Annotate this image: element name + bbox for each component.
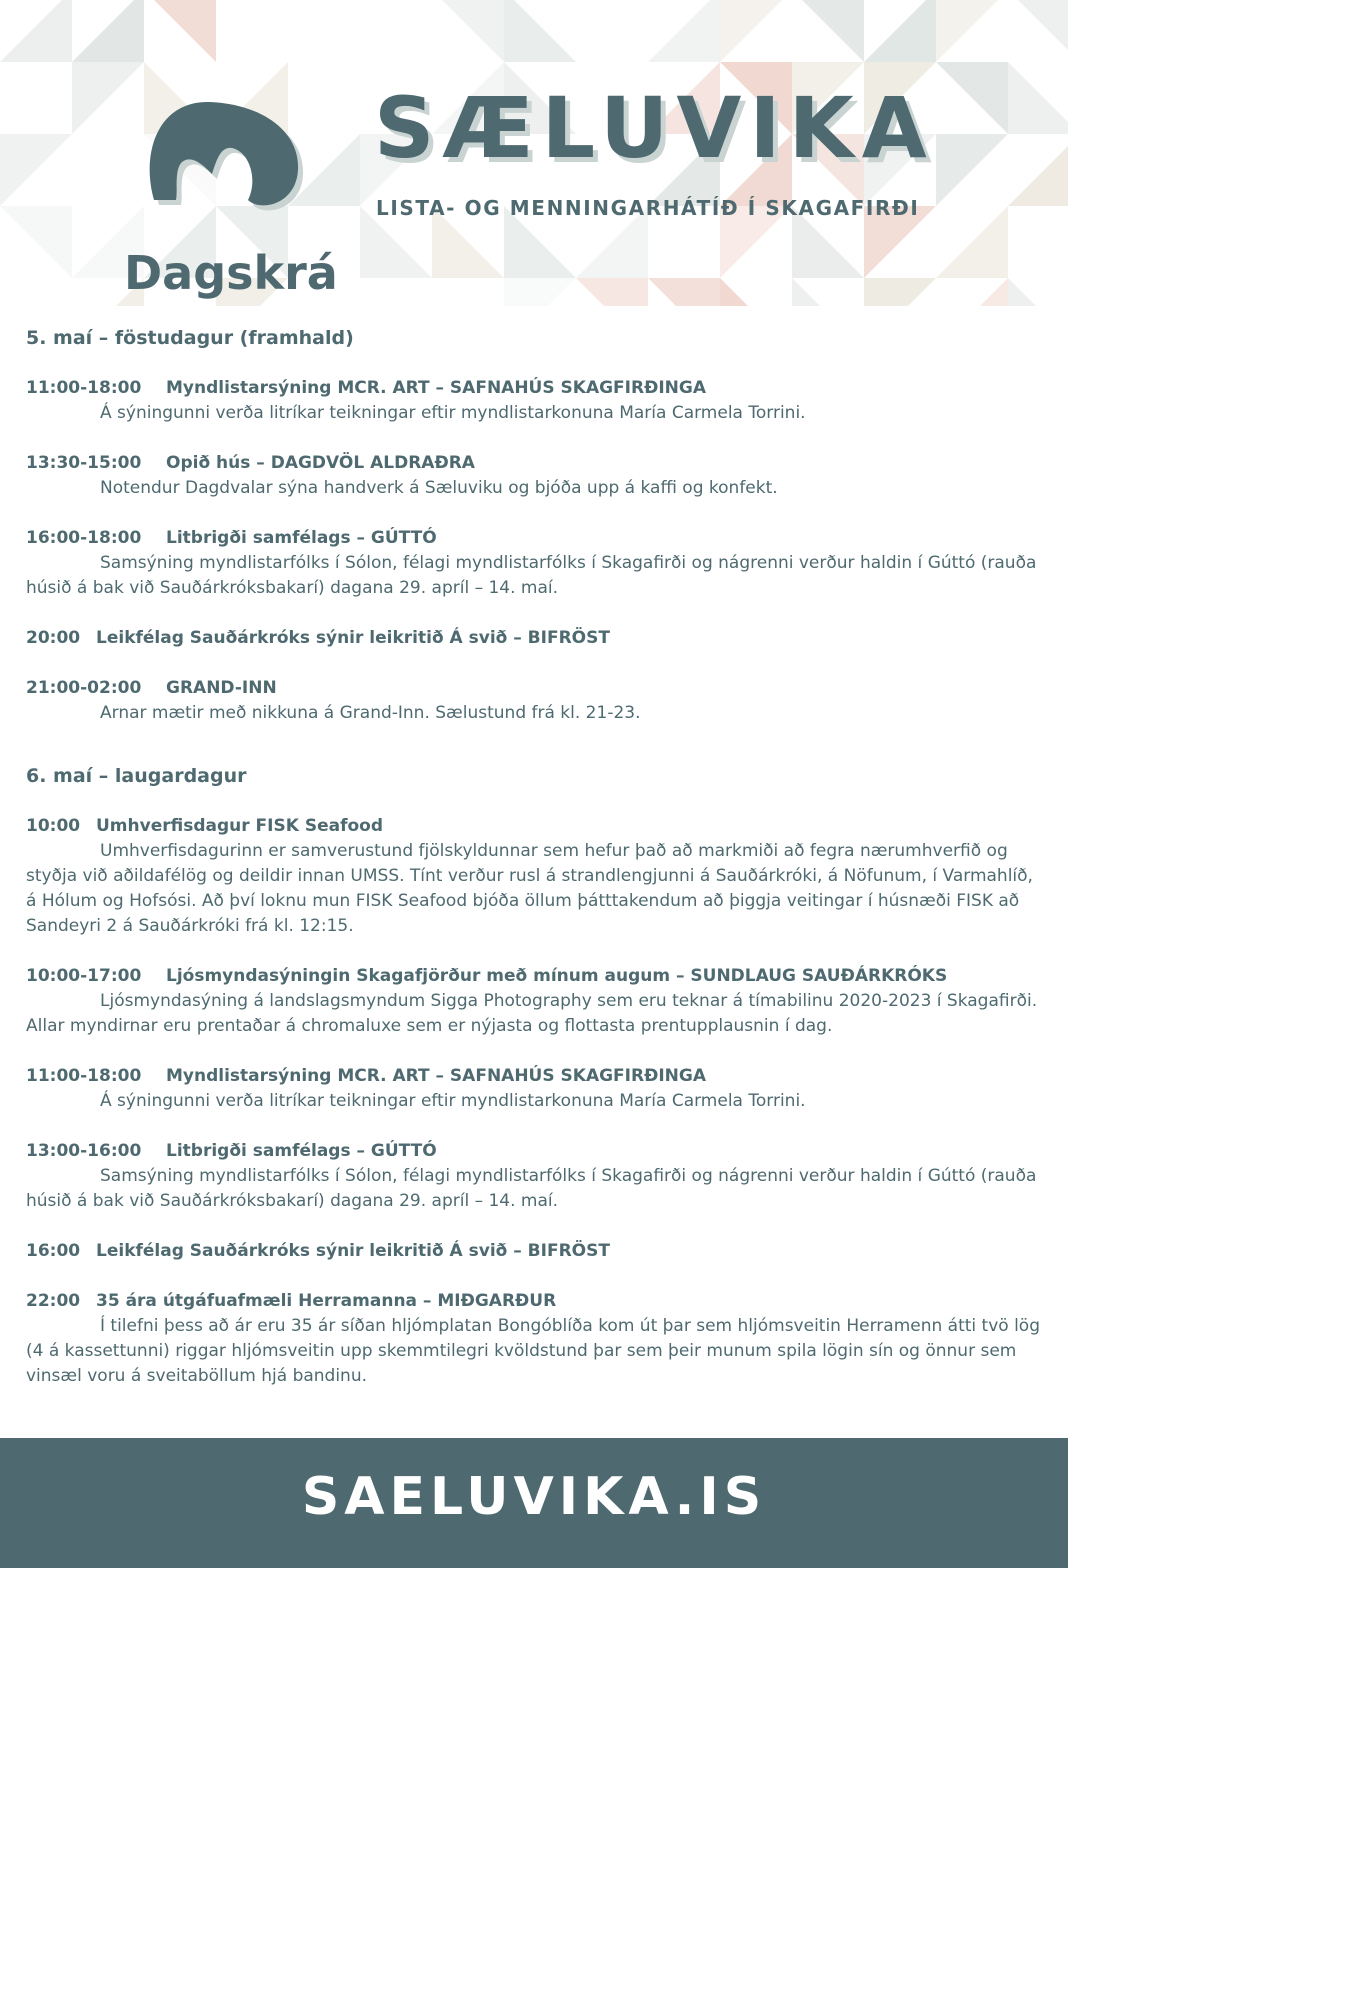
saeluvika-logo-icon bbox=[140, 90, 310, 220]
pattern-triangle bbox=[0, 0, 72, 62]
pattern-triangle bbox=[576, 278, 648, 306]
day-heading: 6. maí – laugardagur bbox=[26, 765, 247, 787]
event-item bbox=[26, 964, 1046, 1039]
event-time: 13:00-16:00 bbox=[26, 1141, 142, 1161]
pattern-triangle bbox=[936, 206, 1008, 278]
pattern-triangle bbox=[720, 0, 792, 62]
event-title: Litbrigði samfélags – GÚTTÓ bbox=[166, 1141, 437, 1161]
event-time: 11:00-18:00 bbox=[26, 1066, 142, 1086]
event-description: Arnar mætir með nikkuna á Grand-Inn. Sælustund frá kl. 21-23. bbox=[100, 703, 641, 723]
event-time: 16:00 bbox=[26, 1241, 81, 1261]
event-description: Notendur Dagdvalar sýna handverk á Sæluviku og bjóða upp á kaffi og konfekt. bbox=[100, 478, 778, 498]
pattern-triangle bbox=[936, 278, 1008, 306]
pattern-triangle bbox=[0, 206, 72, 278]
pattern-triangle bbox=[936, 62, 1008, 134]
pattern-triangle bbox=[864, 278, 936, 306]
event-title: Myndlistarsýning MCR. ART – SAFNAHÚS SKAGFIRÐINGA bbox=[166, 1066, 706, 1086]
pattern-triangle bbox=[504, 278, 576, 306]
event-item bbox=[26, 1139, 1046, 1214]
header-banner bbox=[0, 0, 1068, 306]
event-description: Samsýning myndlistarfólks í Sólon, félagi myndlistarfólks í Skagafirði og nágrenni verður haldin í Gúttó (rauða húsið á bak við Sauðárkróksbakarí) dagana 29. apríl – 14. maí. bbox=[26, 553, 1037, 598]
day-heading: 5. maí – föstudagur (framhald) bbox=[26, 327, 354, 349]
website-link[interactable]: SAELUVIKA.IS bbox=[301, 1467, 767, 1527]
pattern-triangle bbox=[936, 0, 1008, 62]
event-time: 20:00 bbox=[26, 628, 81, 648]
event-header bbox=[26, 626, 1046, 651]
pattern-triangle bbox=[1008, 278, 1068, 306]
event-header bbox=[26, 1139, 1046, 1164]
pattern-triangle bbox=[792, 0, 864, 62]
event-time: 13:30-15:00 bbox=[26, 453, 142, 473]
event-header bbox=[26, 676, 1046, 701]
event-description: Samsýning myndlistarfólks í Sólon, félagi myndlistarfólks í Skagafirði og nágrenni verður haldin í Gúttó (rauða húsið á bak við Sauðárkróksbakarí) dagana 29. apríl – 14. maí. bbox=[26, 1166, 1037, 1211]
event-item bbox=[26, 1064, 1046, 1114]
program-heading: Dagskrá bbox=[124, 246, 338, 300]
event-time: 22:00 bbox=[26, 1291, 81, 1311]
pattern-triangle bbox=[432, 0, 504, 62]
pattern-triangle bbox=[144, 0, 216, 62]
event-title: Leikfélag Sauðárkróks sýnir leikritið Á svið – BIFRÖST bbox=[96, 1241, 610, 1261]
event-title: GRAND-INN bbox=[166, 678, 277, 698]
event-description: Ljósmyndasýning á landslagsmyndum Sigga Photography sem eru teknar á tímabilinu 2020-2023 í Skagafirði. Allar myndirnar eru prentaðar á chromaluxe sem er nýjasta og flottasta prentupplausnin í dag. bbox=[26, 991, 1038, 1036]
event-item bbox=[26, 626, 1046, 651]
pattern-triangle bbox=[864, 0, 936, 62]
event-description: Í tilefni þess að ár eru 35 ár síðan hljómplatan Bongóblíða kom út þar sem hljómsveitin Herramenn átti tvö lög (4 á kassettunni) riggar hljómsveitin upp skemmtilegri kvöldstund þar sem þeir munum spila lögin sín og önnur sem vinsæl voru á sveitaböllum hjá bandinu. bbox=[26, 1316, 1040, 1386]
event-item bbox=[26, 526, 1046, 601]
event-header bbox=[26, 1239, 1046, 1264]
footer-banner bbox=[0, 1438, 1068, 1568]
pattern-triangle bbox=[72, 0, 144, 62]
pattern-triangle bbox=[72, 62, 144, 134]
pattern-triangle bbox=[648, 0, 720, 62]
event-description: Umhverfisdagurinn er samverustund fjölskyldunnar sem hefur það að markmiði að fegra nærumhverfið og styðja við aðildafélög og deildir innan UMSS. Tínt verður rusl á strandlengjunni á Sauðárkróki, á Nöfunum, í Varmahlíð, á Hólum og Hofsósi. Að því loknu mun FISK Seafood bjóða öllum þátttakendum að þiggja veitingar í húsnæði FISK að Sandeyri 2 á Sauðárkróki frá kl. 12:15. bbox=[26, 841, 1033, 936]
event-title: Litbrigði samfélags – GÚTTÓ bbox=[166, 528, 437, 548]
event-title: Ljósmyndasýningin Skagafjörður með mínum augum – SUNDLAUG SAUÐÁRKRÓKS bbox=[166, 966, 948, 986]
pattern-triangle bbox=[720, 278, 792, 306]
festival-subtitle: LISTA- OG MENNINGARHÁTÍÐ Í SKAGAFIRÐI bbox=[376, 196, 920, 220]
event-item bbox=[26, 376, 1046, 426]
event-time: 21:00-02:00 bbox=[26, 678, 142, 698]
event-time: 16:00-18:00 bbox=[26, 528, 142, 548]
pattern-triangle bbox=[648, 278, 720, 306]
event-time: 10:00 bbox=[26, 816, 81, 836]
event-time: 10:00-17:00 bbox=[26, 966, 142, 986]
event-item bbox=[26, 814, 1046, 939]
event-description: Á sýningunni verða litríkar teikningar eftir myndlistarkonuna María Carmela Torrini. bbox=[100, 1091, 806, 1111]
pattern-triangle bbox=[1008, 0, 1068, 62]
pattern-triangle bbox=[0, 134, 72, 206]
event-time: 11:00-18:00 bbox=[26, 378, 142, 398]
event-header bbox=[26, 451, 1046, 476]
pattern-triangle bbox=[936, 134, 1008, 206]
pattern-triangle bbox=[1008, 134, 1068, 206]
event-header bbox=[26, 376, 1046, 401]
program-content bbox=[26, 326, 1046, 1414]
event-header bbox=[26, 964, 1046, 989]
event-title: Opið hús – DAGDVÖL ALDRAÐRA bbox=[166, 453, 475, 473]
festival-title: SÆLUVIKA bbox=[374, 79, 935, 177]
event-item bbox=[26, 451, 1046, 501]
event-header bbox=[26, 526, 1046, 551]
event-item bbox=[26, 1239, 1046, 1264]
event-title: Myndlistarsýning MCR. ART – SAFNAHÚS SKAGFIRÐINGA bbox=[166, 378, 706, 398]
event-header bbox=[26, 814, 1046, 839]
event-header bbox=[26, 1064, 1046, 1089]
pattern-triangle bbox=[1008, 62, 1068, 134]
event-header bbox=[26, 1289, 1046, 1314]
event-description: Á sýningunni verða litríkar teikningar eftir myndlistarkonuna María Carmela Torrini. bbox=[100, 403, 806, 423]
event-title: Umhverfisdagur FISK Seafood bbox=[96, 816, 383, 836]
event-item bbox=[26, 1289, 1046, 1389]
pattern-triangle bbox=[504, 0, 576, 62]
event-title: 35 ára útgáfuafmæli Herramanna – MIÐGARÐUR bbox=[96, 1291, 557, 1311]
event-title: Leikfélag Sauðárkróks sýnir leikritið Á svið – BIFRÖST bbox=[96, 628, 610, 648]
event-item bbox=[26, 676, 1046, 726]
pattern-triangle bbox=[792, 278, 864, 306]
